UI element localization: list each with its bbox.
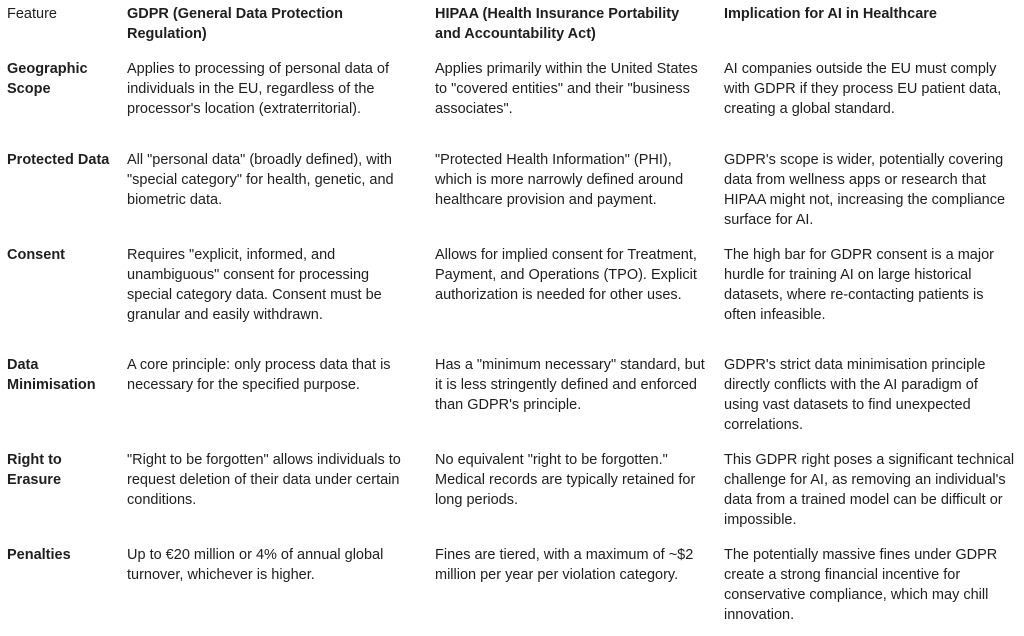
row-hipaa: No equivalent "right to be forgotten." Medical records are typically retained for long periods. bbox=[435, 452, 696, 508]
header-gdpr: GDPR (General Data Protection Regulation) bbox=[127, 6, 343, 42]
row-gdpr: Applies to processing of personal data of individuals in the EU, regardless of the processor's location (extraterritorial). bbox=[127, 61, 389, 117]
row-implication: GDPR's scope is wider, potentially covering data from wellness apps or research that HIPAA might not, increasing the compliance surface for AI. bbox=[724, 152, 1006, 228]
row-gdpr: A core principle: only process data that is necessary for the specified purpose. bbox=[127, 357, 391, 393]
row-gdpr: All "personal data" (broadly defined), with "special category" for health, genetic, and biometric data. bbox=[127, 152, 394, 208]
row-feature: Penalties bbox=[7, 547, 71, 563]
row-gdpr: "Right to be forgotten" allows individuals to request deletion of their data under certain conditions. bbox=[127, 452, 401, 508]
row-hipaa: "Protected Health Information" (PHI), which is more narrowly defined around healthcare provision and payment. bbox=[435, 152, 684, 208]
row-implication: The high bar for GDPR consent is a major hurdle for training AI on large historical datasets, where re-contacting patients is often infeasible. bbox=[724, 247, 994, 323]
header-feature: Feature bbox=[7, 6, 57, 22]
row-feature: Geographic Scope bbox=[7, 61, 88, 97]
row-feature: Protected Data bbox=[7, 152, 110, 168]
row-gdpr: Requires "explicit, informed, and unambiguous" consent for processing special category data. Consent must be granular and easily withdrawn. bbox=[127, 247, 382, 323]
row-implication: The potentially massive fines under GDPR create a strong financial incentive for conservative compliance, which may chill innovation. bbox=[724, 547, 998, 623]
row-implication: This GDPR right poses a significant technical challenge for AI, as removing an individual's data from a trained model can be difficult or impossible. bbox=[724, 452, 1015, 528]
row-feature: Right to Erasure bbox=[7, 452, 62, 488]
row-feature: Consent bbox=[7, 247, 65, 263]
row-hipaa: Fines are tiered, with a maximum of ~$2 million per year per violation category. bbox=[435, 547, 694, 583]
header-hipaa: HIPAA (Health Insurance Portability and Accountability Act) bbox=[435, 6, 680, 42]
row-implication: GDPR's strict data minimisation principle directly conflicts with the AI paradigm of using vast datasets to find unexpected correlations. bbox=[724, 357, 986, 433]
row-gdpr: Up to €20 million or 4% of annual global turnover, whichever is higher. bbox=[127, 547, 384, 583]
row-hipaa: Applies primarily within the United States to "covered entities" and their "business associates". bbox=[435, 61, 698, 117]
row-hipaa: Has a "minimum necessary" standard, but it is less stringently defined and enforced than GDPR's principle. bbox=[435, 357, 705, 413]
header-implication: Implication for AI in Healthcare bbox=[724, 6, 937, 22]
row-feature: Data Minimisation bbox=[7, 357, 96, 393]
row-implication: AI companies outside the EU must comply with GDPR if they process EU patient data, creating a global standard. bbox=[724, 61, 1002, 117]
row-hipaa: Allows for implied consent for Treatment, Payment, and Operations (TPO). Explicit authorization is needed for other uses. bbox=[435, 247, 697, 303]
